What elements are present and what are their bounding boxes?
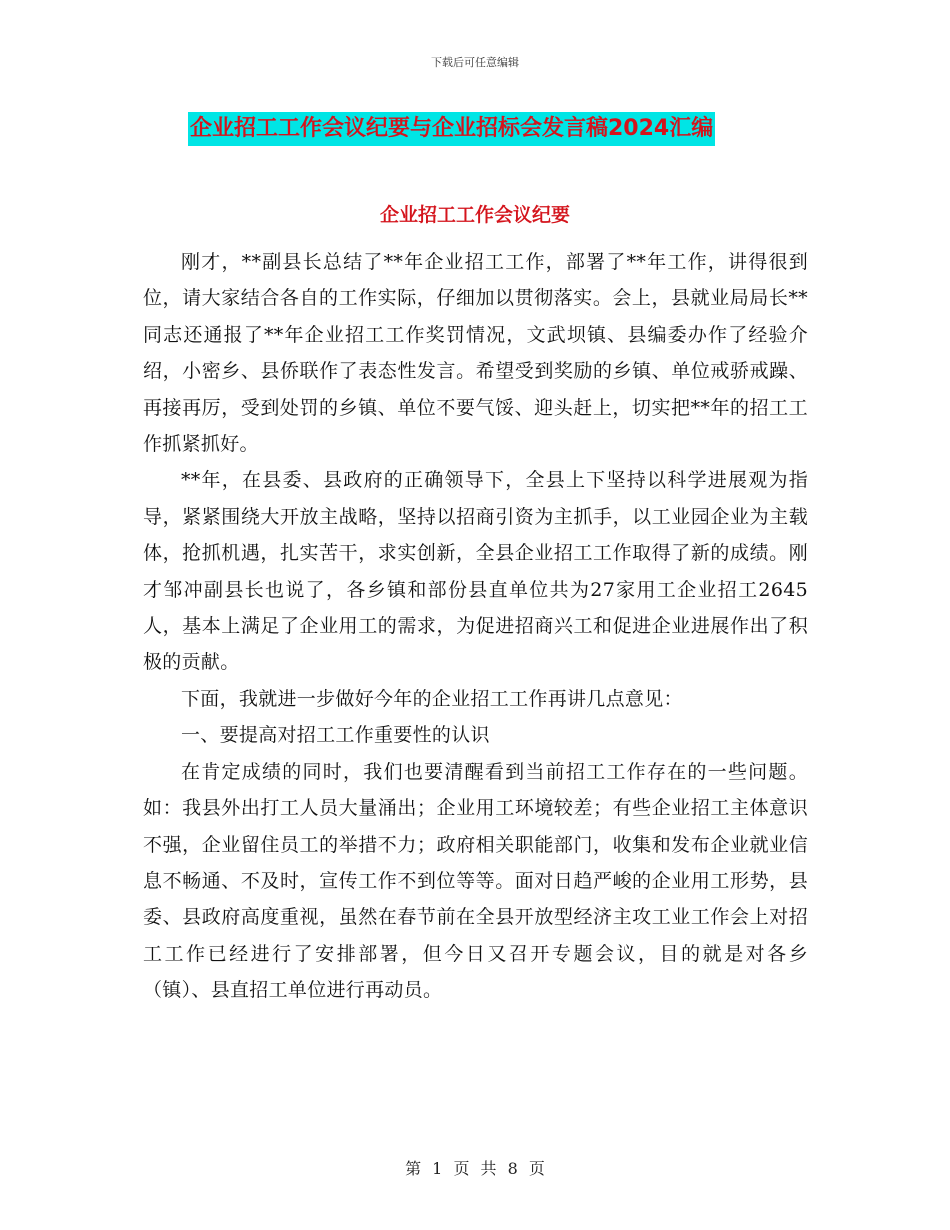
paragraph: 在肯定成绩的同时，我们也要清醒看到当前招工工作存在的一些问题。如：我县外出打工人员大量涌出；企业用工环境较差；有些企业招工主体意识不强，企业留住员工的举措不力；政府相关职能部门，收集和发布企业就业信息不畅通、不及时，宣传工作不到位等等。面对日趋严峻的企业用工形势，县委、县政府高度重视，虽然在春节前在全县开放型经济主攻工业工作会上对招工工作已经进行了安排部署，但今日又召开专题会议，目的就是对各乡（镇）、县直招工单位进行再动员。	[143, 760, 808, 1002]
page-number: 第 1 页 共 8 页	[405, 1159, 545, 1178]
document-body	[143, 244, 808, 1009]
paragraph: 下面，我就进一步做好今年的企业招工工作再讲几点意见：	[181, 687, 683, 710]
section-title: 企业招工工作会议纪要	[379, 204, 570, 226]
document-title: 企业招工工作会议纪要与企业招标会发言稿2024汇编	[188, 112, 715, 146]
paragraph: 刚才，**副县长总结了**年企业招工工作，部署了**年工作，讲得很到位，请大家结合各自的工作实际，仔细加以贯彻落实。会上，县就业局局长**同志还通报了**年企业招工工作奖罚情况，文武坝镇、县编委办作了经验介绍，小密乡、县侨联作了表态性发言。希望受到奖励的乡镇、单位戒骄戒躁、再接再厉，受到处罚的乡镇、单位不要气馁、迎头赶上，切实把**年的招工工作抓紧抓好。	[143, 251, 808, 456]
paragraph-heading: 一、要提高对招工工作重要性的认识	[181, 724, 490, 747]
paragraph: **年，在县委、县政府的正确领导下，全县上下坚持以科学进展观为指导，紧紧围绕大开放主战略，坚持以招商引资为主抓手，以工业园企业为主载体，抢抓机遇，扎实苦干，求实创新，全县企业招工工作取得了新的成绩。刚才邹冲副县长也说了，各乡镇和部份县直单位共为27家用工企业招工2645人，基本上满足了企业用工的需求，为促进招商兴工和促进企业进展作出了积极的贡献。	[143, 469, 808, 674]
header-note: 下载后可任意编辑	[431, 56, 519, 69]
